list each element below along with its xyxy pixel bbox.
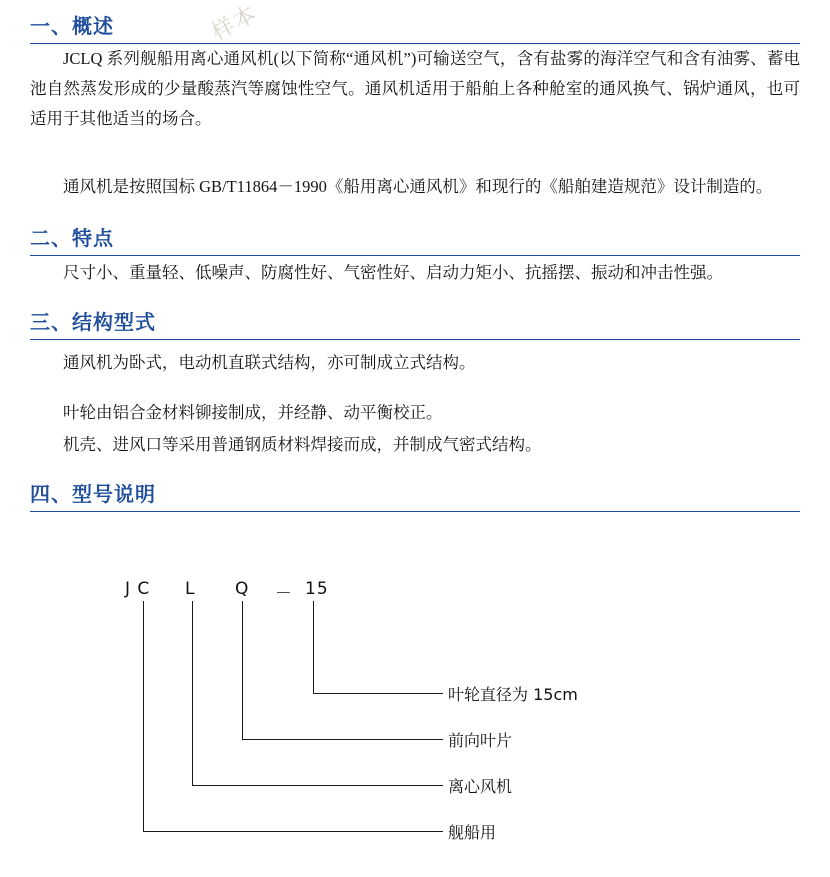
heading-text: 四、型号说明 <box>30 482 156 506</box>
paragraph-structure-2 <box>30 398 800 428</box>
legend-label-forward-blade: 前向叶片 <box>448 731 513 750</box>
paragraph-structure-1 <box>30 348 800 378</box>
model-code-part-jc: J C <box>125 579 151 599</box>
paragraph-text: JCLQ 系列舰船用离心通风机(以下简称“通风机”)可输送空气，含有盐雾的海洋空气和含有油雾、蓄电池自然蒸发形成的少量酸蒸汽等腐蚀性空气。通风机适用于船舶上各种舱室的通风换气、锅炉通风，也可适用于其他适当的场合。 <box>30 49 800 128</box>
paragraph-overview-1 <box>30 44 800 134</box>
section-heading-features <box>30 222 800 256</box>
paragraph-text: 叶轮由铝合金材料铆接制成，并经静、动平衡校正。 <box>63 403 443 422</box>
leader-line-l-horizontal <box>192 785 443 786</box>
heading-text: 二、特点 <box>30 226 114 250</box>
leader-line-size-vertical <box>313 601 314 693</box>
section-heading-overview <box>30 10 800 44</box>
model-code-part-l: L <box>185 579 196 599</box>
watermark-text: 样本 <box>207 0 263 46</box>
heading-divider <box>30 511 800 512</box>
heading-divider <box>30 339 800 340</box>
paragraph-overview-2 <box>30 172 800 202</box>
paragraph-features-1 <box>30 258 800 288</box>
heading-text: 三、结构型式 <box>30 310 156 334</box>
leader-line-size-horizontal <box>313 693 443 694</box>
leader-line-l-vertical <box>192 601 193 785</box>
leader-line-q-horizontal <box>242 739 443 740</box>
legend-label-naval-ship-use: 舰船用 <box>448 823 497 842</box>
paragraph-structure-3 <box>30 430 800 460</box>
model-code-part-size: 15 <box>305 579 329 599</box>
leader-line-jc-vertical <box>143 601 144 831</box>
paragraph-text: 尺寸小、重量轻、低噪声、防腐性好、气密性好、启动力矩小、抗摇摆、振动和冲击性强。 <box>63 263 723 282</box>
leader-line-jc-horizontal <box>143 831 443 832</box>
model-code-part-q: Q <box>235 579 250 599</box>
legend-label-impeller-diameter: 叶轮直径为 15cm <box>448 685 578 704</box>
paragraph-text: 机壳、进风口等采用普通钢质材料焊接而成，并制成气密式结构。 <box>63 435 542 454</box>
paragraph-text: 通风机是按照国标 GB/T11864－1990《船用离心通风机》和现行的《船舶建造规范》设计制造的。 <box>63 177 773 196</box>
legend-label-centrifugal-fan: 离心风机 <box>448 777 513 796</box>
section-heading-structure <box>30 306 800 340</box>
paragraph-text: 通风机为卧式，电动机直联式结构，亦可制成立式结构。 <box>63 353 476 372</box>
heading-divider <box>30 255 800 256</box>
model-code-part-dash: － <box>275 584 293 604</box>
leader-line-q-vertical <box>242 601 243 739</box>
heading-text: 一、概述 <box>30 14 114 38</box>
model-code-diagram <box>30 555 800 855</box>
section-heading-model <box>30 478 800 512</box>
